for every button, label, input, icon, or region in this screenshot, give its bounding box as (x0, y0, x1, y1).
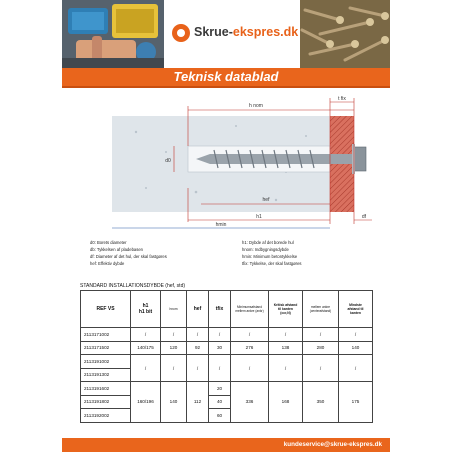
col-header-ccr: Kritisk afstand til kanten (ccr,N) (269, 291, 303, 328)
col-header-smin: mellem ankre (centerafstand) (303, 291, 339, 328)
cell-value: 60 (209, 409, 231, 423)
cell-value: / (187, 355, 209, 382)
cell-value: 140/175 (131, 341, 161, 355)
cell-value: 175 (339, 382, 373, 423)
spec-table (80, 290, 373, 423)
cell-value: 30 (209, 341, 231, 355)
cell-value: / (231, 355, 269, 382)
header-photo-tools (62, 0, 164, 68)
table-row (81, 355, 373, 369)
col-header-tfix: tfix (209, 291, 231, 328)
datasheet-page (62, 0, 390, 452)
cell-ref: 2113191002 (81, 355, 131, 369)
brand-name-part2: ekspres.dk (232, 25, 299, 39)
cell-value: 160/196 (131, 382, 161, 423)
page-title: Teknisk datablad (173, 69, 279, 84)
legend-left-2: db: Tykkelsen af pladebasen (90, 247, 144, 252)
table-row (81, 328, 373, 342)
label-d0: d0 (165, 158, 171, 164)
cell-value: 336 (231, 382, 269, 423)
cell-value: 140 (161, 382, 187, 423)
cell-value: / (339, 328, 373, 342)
technical-drawing (76, 92, 376, 234)
cell-value: 350 (303, 382, 339, 423)
label-tfix: t fix (338, 96, 346, 102)
label-hmin: hmin (215, 222, 227, 228)
cell-value: / (339, 355, 373, 382)
footer-email-link[interactable]: kundeservice@skrue-ekspres.dk (283, 441, 382, 448)
cell-value: 92 (187, 341, 209, 355)
cell-value: 120 (161, 341, 187, 355)
legend-left-1: d0: Borets diameter (90, 240, 127, 245)
cell-value: 280 (303, 341, 339, 355)
table-header-row (81, 291, 373, 328)
cell-value: / (131, 355, 161, 382)
cell-value: / (161, 355, 187, 382)
cell-value: 140 (339, 341, 373, 355)
legend-left-3: df: Diameter af det hul, der skal fastgøres (90, 254, 167, 259)
brand-logo[interactable] (164, 0, 300, 68)
cell-value: / (231, 328, 269, 342)
cell-value: / (269, 328, 303, 342)
cell-value: / (303, 355, 339, 382)
cell-ref: 2113171002 (81, 328, 131, 342)
cell-value: / (303, 328, 339, 342)
cell-ref: 2113191602 (81, 382, 131, 396)
legend-right-1: h1: Dybde af det borede hul (242, 240, 294, 245)
cell-value: 168 (269, 382, 303, 423)
cell-value: / (187, 328, 209, 342)
col-header-hnom: hnom (161, 291, 187, 328)
table-title: STANDARD INSTALLATIONSDYBDE (hef, std) (80, 283, 186, 289)
cell-ref: 2113192002 (81, 409, 131, 423)
legend-left-4: hef: Effektiv dybde (90, 261, 125, 266)
col-header-h1: h1 h1 bit (131, 291, 161, 328)
cell-value: 20 (209, 382, 231, 396)
cell-value: / (209, 328, 231, 342)
cell-value: / (209, 355, 231, 382)
cell-ref: 2113191302 (81, 368, 131, 382)
footer-bar (62, 438, 390, 452)
brand-name-part1: Skrue- (194, 25, 233, 39)
col-header-hef: hef (187, 291, 209, 328)
legend (90, 240, 380, 280)
label-hef: hef (262, 197, 270, 203)
col-header-ref: REF VS (81, 291, 131, 328)
brand-name (194, 25, 298, 39)
label-h1: h1 (256, 214, 262, 220)
hex-head (354, 147, 366, 171)
cell-value: / (131, 328, 161, 342)
title-banner (62, 68, 390, 86)
col-header-cmin: Minimumsafstand mellem ankre (ankr) (231, 291, 269, 328)
cell-value: 112 (187, 382, 209, 423)
cell-value: / (269, 355, 303, 382)
label-df: df (361, 214, 367, 220)
cell-value: 276 (231, 341, 269, 355)
cell-value: / (161, 328, 187, 342)
label-h-nom: h nom (249, 103, 263, 109)
col-header-hmin: Mindste afstand til kanten (339, 291, 373, 328)
cell-ref: 2113191802 (81, 395, 131, 409)
table-row (81, 341, 373, 355)
cell-value: 138 (269, 341, 303, 355)
logo-icon (172, 24, 190, 42)
banner-divider (62, 86, 390, 88)
legend-right-3: hmin: Minimum betontykkelse (242, 254, 298, 259)
cell-ref: 2113171502 (81, 341, 131, 355)
cell-value: 40 (209, 395, 231, 409)
header (62, 0, 390, 68)
legend-right-2: hnom: Indbygningsdybde (242, 247, 289, 252)
header-photo-screws (300, 0, 390, 68)
table-row (81, 382, 373, 396)
legend-right-4: tfix: Tykkelse, der skal fastgøres (242, 261, 302, 266)
